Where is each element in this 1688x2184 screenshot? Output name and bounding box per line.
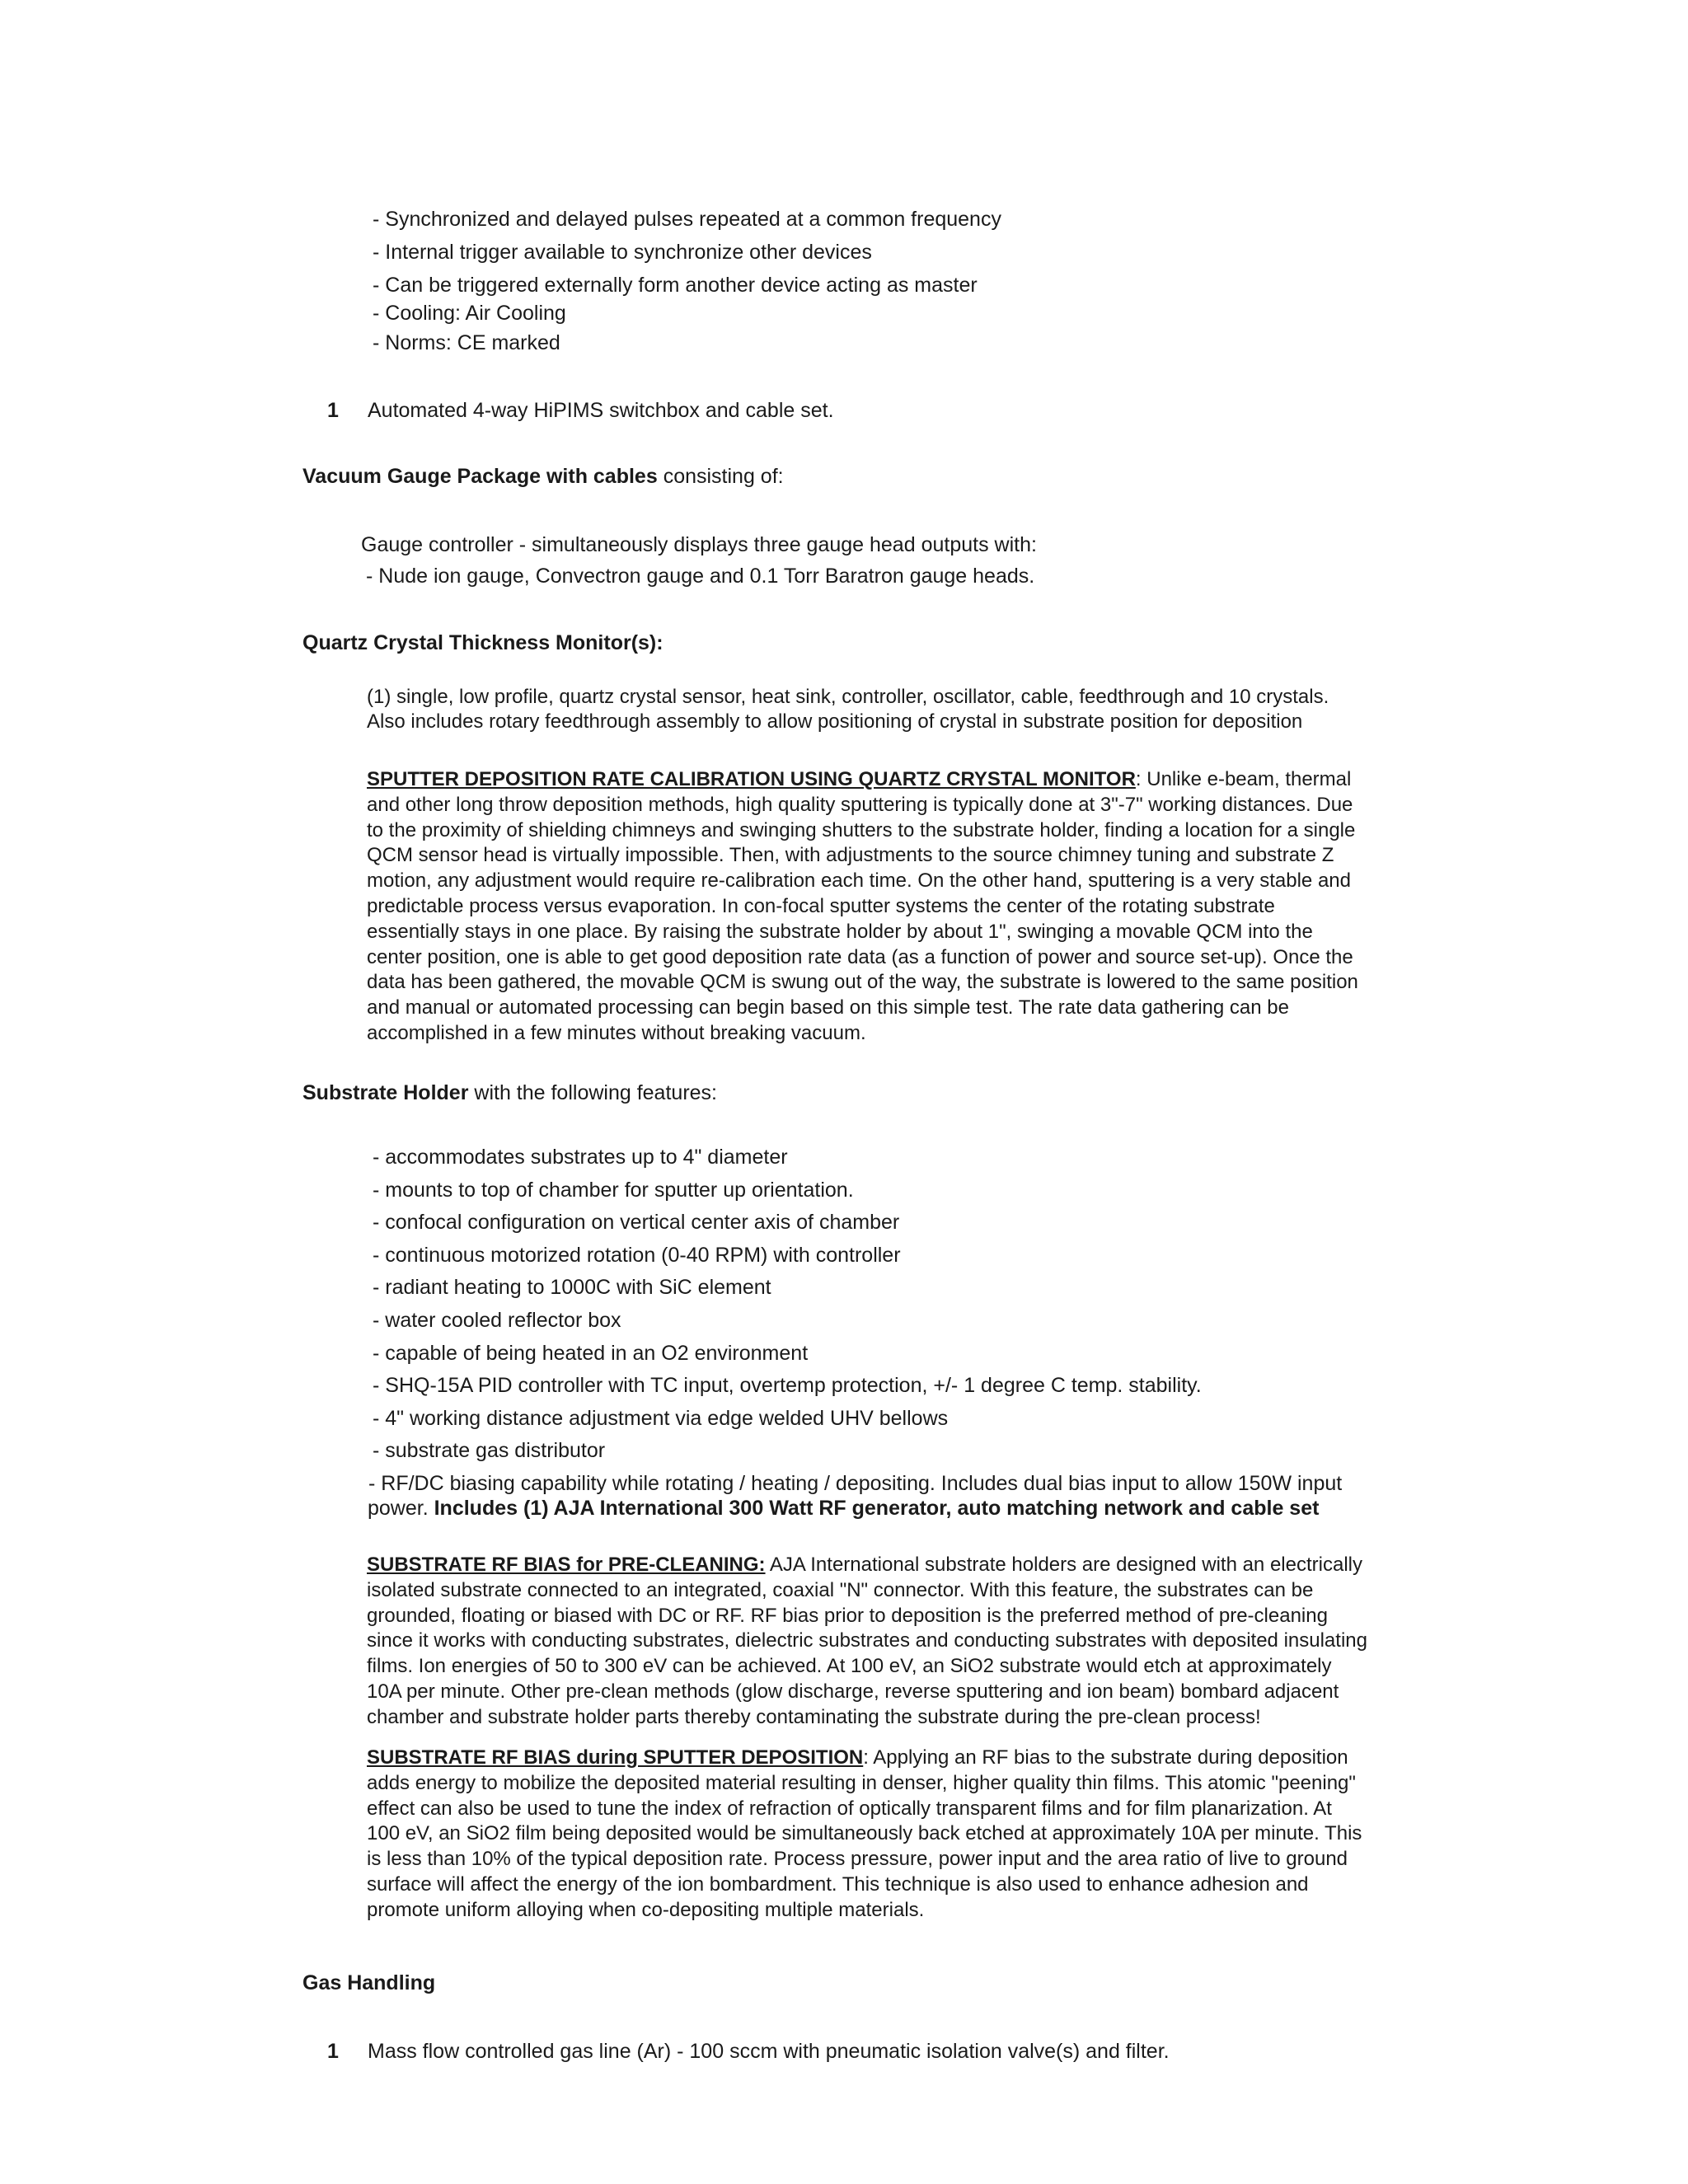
- calibration-first-rest: : Unlike e-beam, thermal: [1135, 768, 1352, 790]
- paragraph-line: center position, one is able to get good deposition rate data (as a function of power and source set-up). Once the: [367, 945, 1353, 968]
- preclean-first-line: [367, 1553, 1367, 1578]
- substrate-rf-line: - RF/DC biasing capability while rotating / heating / depositing. Includes dual bias input to allow 150W input: [368, 1472, 1343, 1495]
- paragraph-line: films. Ion energies of 50 to 300 eV can be achieved. At 100 eV, an SiO2 substrate would etch at approximately: [367, 1655, 1332, 1678]
- paragraph-line: QCM sensor head is virtually impossible. Then, with adjustments to the source chimney tuning and substrate Z: [367, 844, 1334, 867]
- paragraph-line: essentially stays in one place. By raising the substrate holder by about 1", swinging a movable QCM into the: [367, 920, 1313, 943]
- calibration-first-line: [367, 767, 1358, 793]
- quartz-line: (1) single, low profile, quartz crystal sensor, heat sink, controller, oscillator, cable, feedthrough and 10 crystals.: [367, 686, 1329, 708]
- substrate-feature: - radiant heating to 1000C with SiC element: [373, 1276, 771, 1300]
- switchbox-qty: 1: [327, 399, 339, 422]
- paragraph-line: adds energy to mobilize the deposited material resulting in denser, higher quality thin films. This atomic "peening": [367, 1771, 1356, 1794]
- pulser-feature: - Norms: CE marked: [373, 331, 560, 354]
- during-paragraph: [367, 1746, 1362, 1924]
- substrate-feature: - capable of being heated in an O2 environment: [373, 1341, 809, 1365]
- pulser-feature: - Can be triggered externally form another device acting as master: [373, 274, 978, 297]
- preclean-first-rest: AJA International substrate holders are designed with an electrically: [765, 1554, 1362, 1576]
- paragraph-line: accomplished in a few minutes without breaking vacuum.: [367, 1021, 866, 1044]
- paragraph-line: data has been gathered, the movable QCM is swung out of the way, the substrate is lowered to the same position: [367, 971, 1358, 994]
- quartz-heading: Quartz Crystal Thickness Monitor(s):: [302, 631, 663, 654]
- pulser-feature: - Cooling: Air Cooling: [373, 302, 566, 325]
- paragraph-line: 10A per minute. Other pre-clean methods (glow discharge, reverse sputtering and ion beam) bombard adjacent: [367, 1680, 1339, 1703]
- substrate-heading-rest: with the following features:: [468, 1081, 717, 1104]
- substrate-feature: - mounts to top of chamber for sputter up orientation.: [373, 1178, 854, 1202]
- substrate-feature: - water cooled reflector box: [373, 1309, 621, 1332]
- paragraph-line: and other long throw deposition methods, high quality sputtering is typically done at 3"-7" working distances. Due: [367, 793, 1353, 816]
- quartz-line: Also includes rotary feedthrough assembly to allow positioning of crystal in substrate position for deposition: [367, 710, 1303, 733]
- vacuum-heading-bold: Vacuum Gauge Package with cables: [302, 465, 658, 488]
- paragraph-line: to the proximity of shielding chimneys and swinging shutters to the substrate holder, finding a location for a single: [367, 818, 1356, 841]
- paragraph-line: chamber and substrate holder parts thereby contaminating the substrate during the pre-clean process!: [367, 1705, 1261, 1728]
- substrate-feature: - continuous motorized rotation (0-40 RPM) with controller: [373, 1243, 901, 1267]
- paragraph-line: is less than 10% of the typical deposition rate. Process pressure, power input and the area ratio of live to ground: [367, 1848, 1348, 1871]
- preclean-paragraph: [367, 1553, 1367, 1731]
- substrate-feature: - SHQ-15A PID controller with TC input, overtemp protection, +/- 1 degree C temp. stability.: [373, 1374, 1202, 1398]
- vacuum-heading: [302, 464, 784, 489]
- substrate-rf-line2: [368, 1496, 1319, 1521]
- gas-text: Mass flow controlled gas line (Ar) - 100 sccm with pneumatic isolation valve(s) and filter.: [368, 2040, 1170, 2063]
- during-first-rest: : Applying an RF bias to the substrate during deposition: [863, 1746, 1348, 1769]
- pulser-feature: - Internal trigger available to synchronize other devices: [373, 241, 872, 264]
- paragraph-line: 100 eV, an SiO2 film being deposited would be simultaneously back etched at approximately 10A per minute. This: [367, 1822, 1362, 1845]
- rf-line2-plain: power.: [368, 1497, 434, 1520]
- paragraph-line: and manual or automated processing can begin based on this simple test. The rate data gathering can be: [367, 996, 1289, 1019]
- preclean-title: SUBSTRATE RF BIAS for PRE-CLEANING:: [367, 1554, 766, 1576]
- calibration-title: SPUTTER DEPOSITION RATE CALIBRATION USING QUARTZ CRYSTAL MONITOR: [367, 768, 1136, 790]
- substrate-heading: [302, 1080, 717, 1105]
- paragraph-line: surface will affect the energy of the ion bombardment. This technique is also used to enhance adhesion and: [367, 1872, 1309, 1896]
- substrate-feature: - confocal configuration on vertical center axis of chamber: [373, 1211, 900, 1235]
- substrate-feature: - substrate gas distributor: [373, 1439, 606, 1463]
- rf-line2-bold: Includes (1) AJA International 300 Watt RF generator, auto matching network and cable set: [434, 1497, 1320, 1520]
- during-title: SUBSTRATE RF BIAS during SPUTTER DEPOSITION: [367, 1746, 864, 1769]
- gas-qty: 1: [327, 2040, 339, 2063]
- paragraph-line: promote uniform alloying when co-depositing multiple materials.: [367, 1898, 925, 1921]
- paragraph-line: since it works with conducting substrates, dielectric substrates and conducting substrates with deposited insulating: [367, 1629, 1367, 1652]
- paragraph-line: motion, any adjustment would require re-calibration each time. On the other hand, sputtering is a very stable and: [367, 869, 1351, 893]
- during-first-line: [367, 1746, 1362, 1771]
- vacuum-line: Gauge controller - simultaneously displays three gauge head outputs with:: [361, 533, 1037, 556]
- substrate-feature: - 4" working distance adjustment via edge welded UHV bellows: [373, 1406, 949, 1430]
- switchbox-text: Automated 4-way HiPIMS switchbox and cable set.: [368, 399, 834, 422]
- paragraph-line: grounded, floating or biased with DC or RF. RF bias prior to deposition is the preferred method of pre-cleaning: [367, 1604, 1328, 1627]
- calibration-paragraph: [367, 767, 1358, 1047]
- vacuum-heading-rest: consisting of:: [657, 465, 784, 488]
- pulser-feature: - Synchronized and delayed pulses repeated at a common frequency: [373, 208, 1001, 231]
- paragraph-line: isolated substrate connected to an integrated, coaxial "N" connector. With this feature, the substrates can be: [367, 1578, 1314, 1601]
- paragraph-line: effect can also be used to tune the index of refraction of optically transparent films and for film planarization. At: [367, 1797, 1332, 1820]
- substrate-feature: - accommodates substrates up to 4" diameter: [373, 1146, 788, 1169]
- vacuum-line: - Nude ion gauge, Convectron gauge and 0.1 Torr Baratron gauge heads.: [366, 565, 1035, 588]
- paragraph-line: predictable process versus evaporation. In con-focal sputter systems the center of the rotating substrate: [367, 894, 1275, 917]
- substrate-heading-bold: Substrate Holder: [302, 1081, 469, 1104]
- gas-heading: Gas Handling: [302, 1971, 436, 1994]
